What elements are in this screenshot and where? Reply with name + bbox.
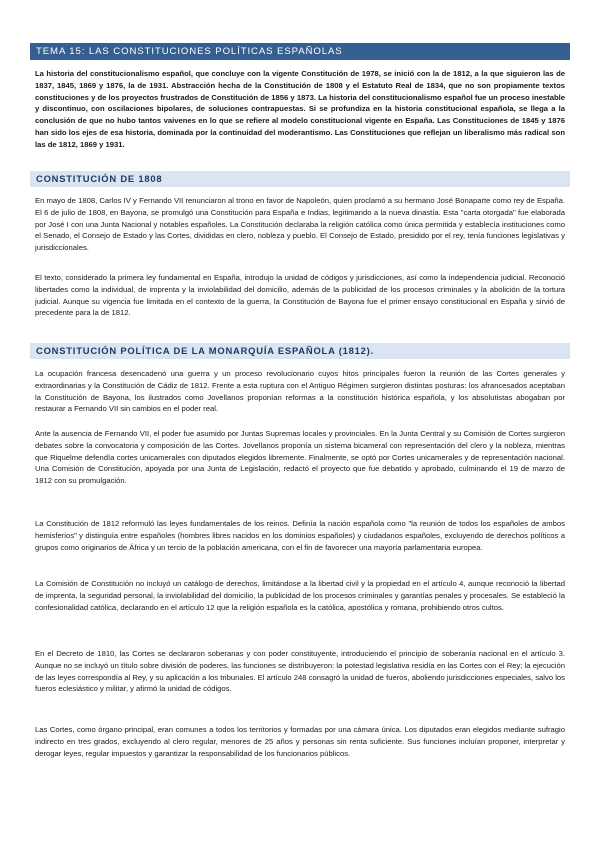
section-heading-constitucion-1808: CONSTITUCIÓN DE 1808 [30, 171, 570, 187]
paragraph-1812-6: Las Cortes, como órgano principal, eran comunes a todos los territorios y formadas por una cámara única. Los diputados eran elegidos mediante sufragio indirecto en tres grados, excluyendo al clero regular, menores de 25 años y personas sin renta suficiente. Sus funciones incluían proponer, interpretar y derogar leyes, regular impuestos y garantizar la responsabilidad de los funcionarios públicos. [35, 725, 565, 758]
paragraph-1808-1: En mayo de 1808, Carlos IV y Fernando VII renunciaron al trono en favor de Napoleón, quien proclamó a su hermano José Bonaparte como rey de España. El 6 de julio de 1808, en Bayona, se promulgó una Constitución para España e Indias, legitimando a la nueva dinastía. Esta "carta otorgada" fue elaborada por José I con una Junta Nacional y notables españoles. La Constitución declaraba la religión católica como única permitida y establecía instituciones como el Senado, el Consejo de Estado y las Cortes, divididas en clero, nobleza y pueblo. El Consejo de Estado, presidido por el rey, tenía funciones legislativas y jurisdiccionales. [35, 196, 565, 253]
paragraph-1812-4: La Comisión de Constitución no incluyó un catálogo de derechos, limitándose a la libertad civil y la propiedad en el artículo 4, aunque reconoció la libertad de imprenta, la seguridad personal, la inviolabilidad del domicilio, la publicidad de los procesos criminales y garantías penales y procesales. Se estableció la confesionalidad católica, declarando en el artículo 12 que la religión española es la católica, apostólica y romana, prohibiendo otros cultos. [35, 579, 565, 612]
paragraph-1812-1: La ocupación francesa desencadenó una guerra y un proceso revolucionario cuyos hitos principales fueron la reunión de las Cortes generales y extraordinarias y la Constitución de Cádiz de 1812. Frente a esta ruptura con el Antiguo Régimen surgieron distintas posturas: los afrancesados aceptaban la Constitución de Bayona, los ilustrados como Jovellanos proponían reformas a la constitución histórica española, y los absolutistas abogaban por restaurar a Fernando VII sin cambios en el poder real. [35, 369, 565, 414]
paragraph-intro: La historia del constitucionalismo español, que concluye con la vigente Constitución de 1978, se inició con la de 1812, a la que siguieron las de 1837, 1845, 1869 y 1876, la de 1931. Abstracción hecha de la Constitución de 1808 y el Estatuto Real de 1834, que no son propiamente textos constituciones y de los proyectos frustrados de Constitución de 1856 y 1873. La historia del constitucionalismo español fue un proceso inestable y discontinuo, con oscilaciones bipolares, de soluciones contrapuestas. Si se profundiza en la historia constitucional española, se llega a la conclusión de que no hubo tantos vaivenes en lo que se refiere al modelo constitucional vigente en España. Las Constituciones de 1845 y 1876 han sido los ejes de esa historia, dominada por la continuidad del moderantismo. Las Constituciones que reflejan un liberalismo más radical son las de 1812, 1869 y 1931. [35, 69, 565, 149]
paragraph-1808-2: El texto, considerado la primera ley fundamental en España, introdujo la unidad de códigos y jurisdicciones, así como la independencia judicial. Reconoció libertades como la individual, de imprenta y la inviolabilidad del domicilio, además de la publicidad de los procesos criminales y la abolición de la tortura judicial. Aunque su vigencia fue limitada en el contexto de la guerra, la Constitución de Bayona fue el primer ensayo constitucional en España y sirvió de precedente para la de 1812. [35, 273, 565, 318]
paragraph-1812-3: La Constitución de 1812 reformuló las leyes fundamentales de los reinos. Definía la nación española como "la reunión de todos los españoles de ambos hemisferios" y distinguía entre españoles (hombres libres nacidos en los dominios españoles) y ciudadanos españoles, excluyendo de derechos políticos a grupos como originarios de África y un tercio de la población americana, con el fin de favorecer una mayoría parlamentaria europea. [35, 519, 565, 552]
paragraph-1812-2: Ante la ausencia de Fernando VII, el poder fue asumido por Juntas Supremas locales y provinciales. En la Junta Central y su Comisión de Cortes surgieron debates sobre la convocatoria y composición de las Cortes. Jovellanos proponía un sistema bicameral con representación del clero y la nobleza, mientras que Riquelme defendía cortes unicamerales con diputados elegidos libremente. Finalmente, se optó por Cortes unicamerales y de representación nacional. Una Comisión de Constitución, apoyada por una Junta de Legislación, redactó el proyecto que fue debatido y aprobado, culminando el 19 de marzo de 1812 con su promulgación. [35, 429, 565, 486]
section-heading-constitucion-1812: CONSTITUCIÓN POLÍTICA DE LA MONARQUÍA ESPAÑOLA (1812). [30, 343, 570, 359]
section-heading-tema-15: TEMA 15: LAS CONSTITUCIONES POLÍTICAS ESPAÑOLAS [30, 43, 570, 60]
paragraph-1812-5: En el Decreto de 1810, las Cortes se declararon soberanas y con poder constituyente, introduciendo el principio de soberanía nacional en el artículo 3. Aunque no se incluyó un título sobre división de poderes, las funciones se distribuyeron: la potestad legislativa residía en las Cortes con el Rey; la ejecución de las leyes correspondía al Rey, y su aplicación a los tribunales. El artículo 248 consagró la unidad de fueros, aboliendo jurisdicciones especiales, salvo los fueros eclesiástico y militar, y afirmó la unidad de códigos. [35, 649, 565, 694]
